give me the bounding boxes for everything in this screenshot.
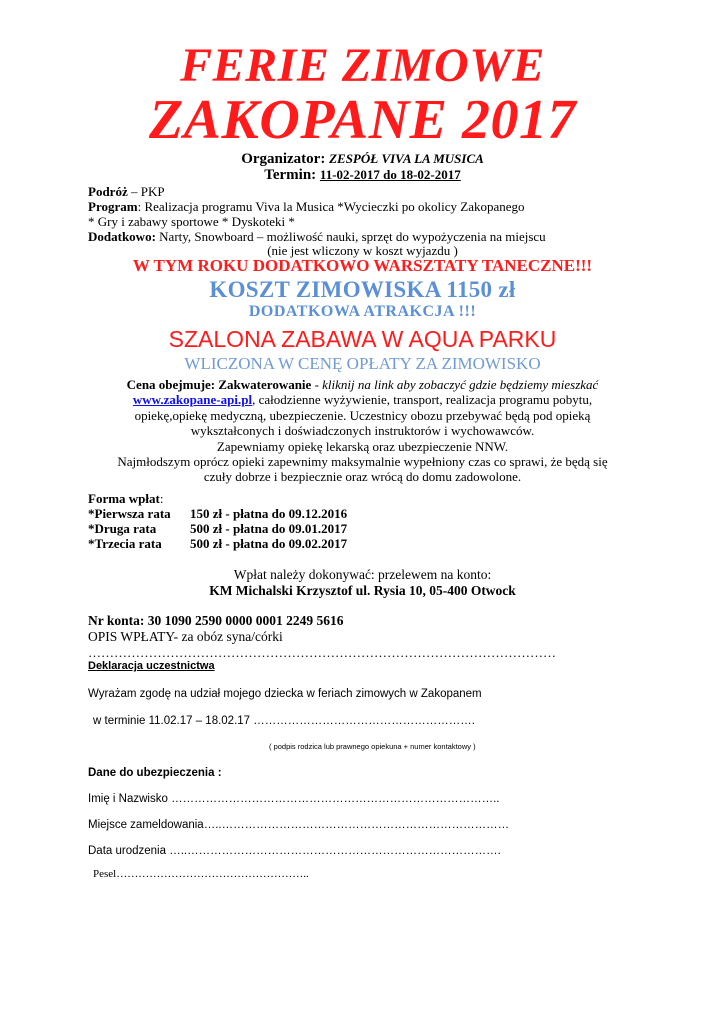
name-field[interactable]: Imię i Nazwisko ………………………………………………………………………….. xyxy=(88,793,500,805)
term-label: Termin: xyxy=(264,167,317,183)
extra-label: Dodatkowo: xyxy=(88,229,156,244)
aqua-park-banner: SZALONA ZABAWA W AQUA PARKU xyxy=(168,326,557,352)
declaration-title: Deklaracja uczestnictwa xyxy=(88,660,215,672)
price-includes-line-4: wykształconych i doświadczonych instruktorów i wychowawców. xyxy=(190,423,535,439)
price-includes-line-3: opiekę,opiekę medyczną, ubezpieczenie. Uczestnicy obozu przebywać będą pod opieką xyxy=(134,407,591,423)
extra-value: Narty, Snowboard – możliwość nauki, sprzęt do wypożyczenia na miejscu xyxy=(155,229,546,244)
rate-name: *Pierwsza rata xyxy=(88,506,171,521)
transfer-info: Wpłat należy dokonywać: przelewem na konto: xyxy=(233,567,492,582)
transfer-title: OPIS WPŁATY- za obóz syna/córki xyxy=(88,629,283,644)
organizer-label: Organizator: xyxy=(241,151,326,167)
term-value: 11-02-2017 do 18-02-2017 xyxy=(319,167,461,182)
payment-colon: : xyxy=(159,491,164,506)
birth-date-field[interactable]: Data urodzenia …..………………………………………………………………………. xyxy=(88,845,501,857)
price-includes-label: Cena obejmuje: xyxy=(126,377,216,392)
link-hint: - kliknij na link aby zobaczyć gdzie będziemy mieszkać xyxy=(311,377,599,392)
program-label: Program xyxy=(88,199,138,214)
price-includes-line-6: Najmłodszym oprócz opieki zapewnimy maksymalnie wypełniony czas co sprawi, że będą się xyxy=(117,454,608,470)
declaration-consent: Wyrażam zgodę na udział mojego dziecka w feriach zimowych w Zakopanem xyxy=(88,688,482,700)
organizer-line xyxy=(0,151,725,168)
insurance-title: Dane do ubezpieczenia : xyxy=(88,767,222,779)
title-line-1: FERIE ZIMOWE xyxy=(180,39,545,92)
price-includes-line-5: Zapewniamy opiekę lekarską oraz ubezpieczenie NNW. xyxy=(216,438,509,454)
extra-line xyxy=(88,229,546,244)
program-line-2: * Gry i zabawy sportowe * Dyskoteki * xyxy=(88,214,295,229)
program-line xyxy=(88,199,525,214)
program-value: : Realizacja programu Viva la Musica *Wycieczki po okolicy Zakopanego xyxy=(137,199,525,214)
organizer-value: ZESPÓŁ VIVA LA MUSICA xyxy=(329,151,484,166)
rate-name: *Trzecia rata xyxy=(88,536,162,551)
rate-amount: 150 zł - płatna do 09.12.2016 xyxy=(190,506,348,521)
payment-rate-row xyxy=(88,506,347,521)
price-includes-line-2 xyxy=(0,392,725,407)
separator-dots: ……………………………………………………………………………………………… xyxy=(88,645,556,660)
cost-banner: KOSZT ZIMOWISKA 1150 zł xyxy=(209,277,516,302)
payment-rate-row xyxy=(88,536,347,551)
rate-amount: 500 zł - płatna do 09.02.2017 xyxy=(190,536,348,551)
pesel-field[interactable]: Pesel…………………………………………….. xyxy=(93,868,309,880)
account-number: Nr konta: 30 1090 2590 0000 0001 2249 5616 xyxy=(88,613,344,628)
travel-line xyxy=(88,184,165,199)
signature-hint: ( podpis rodzica lub prawnego opiekuna + numer kontaktowy ) xyxy=(269,742,476,751)
term-line xyxy=(0,167,725,184)
after-link-text: , całodzienne wyżywienie, transport, realizacja programu pobytu, xyxy=(252,392,593,408)
price-includes-line-7: czuły dobrze i bezpiecznie oraz wrócą do domu zadowolone. xyxy=(203,469,522,485)
payment-header xyxy=(88,491,347,506)
travel-value: – PKP xyxy=(130,184,165,199)
payment-rate-row xyxy=(88,521,347,536)
price-includes-line-1 xyxy=(0,377,725,392)
payment-block xyxy=(88,491,347,551)
declaration-term-field[interactable]: w terminie 11.02.17 – 18.02.17 …………………………………………………. xyxy=(93,715,475,727)
price-includes-block xyxy=(0,377,725,485)
extra-note: (nie jest wliczony w koszt wyjazdu ) xyxy=(267,243,458,258)
workshops-banner: W TYM ROKU DODATKOWO WARSZTATY TANECZNE!!! xyxy=(132,256,593,275)
payment-label: Forma wpłat xyxy=(88,491,160,506)
included-banner: WLICZONA W CENĘ OPŁATY ZA ZIMOWISKO xyxy=(184,354,541,373)
travel-label: Podróż xyxy=(88,184,128,199)
extra-attraction-banner: DODATKOWA ATRAKCJA !!! xyxy=(248,303,477,320)
account-holder: KM Michalski Krzysztof ul. Rysia 10, 05-400 Otwock xyxy=(209,583,516,598)
rate-amount: 500 zł - płatna do 09.01.2017 xyxy=(190,521,348,536)
accommodation-link[interactable]: www.zakopane-api.pl xyxy=(132,392,253,408)
address-field[interactable]: Miejsce zameldowania…..………………………………………………………………… xyxy=(88,819,510,831)
accommodation-label: Zakwaterowanie xyxy=(215,377,312,392)
title-line-2: ZAKOPANE 2017 xyxy=(148,89,577,151)
rate-name: *Druga rata xyxy=(88,521,157,536)
